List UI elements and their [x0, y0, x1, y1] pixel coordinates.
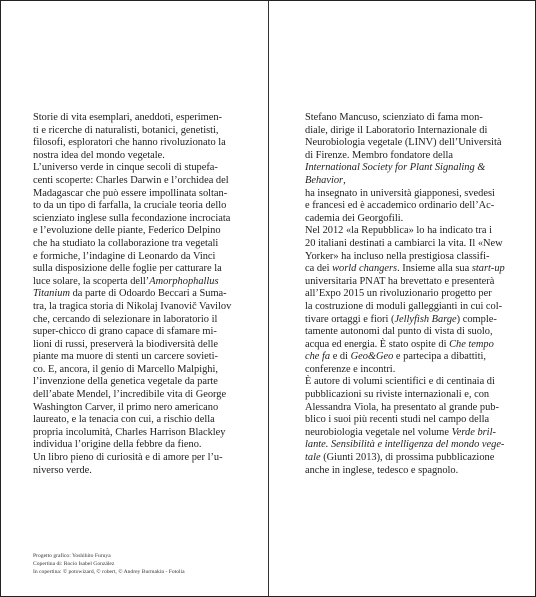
fold-line: [268, 1, 269, 596]
intro-paragraph: Storie di vita esemplari, aneddoti, esperimen- ti e ricerche di naturalisti, botanici, genetisti, filosofi, esploratori che hanno rivoluzionato la nostra idea del mondo vegetale.: [33, 112, 226, 161]
bio-segment: e di: [330, 351, 351, 363]
bio-segment: , ha insegnato in università giapponesi, svedesi e francesi ed è accademico ordinario dell’Ac- cademia dei Georgofili. Nel 2012 «la Repubblica» lo ha indicato tra i 20 italiani destinati a cambiarci la vita. Il «New Yorker» ha incluso nella prestigiosa classifi- ca dei: [305, 174, 503, 275]
credit-design: Progetto grafico: Yoshihito Furuya: [33, 553, 111, 559]
credits: [33, 552, 185, 576]
bio-segment: e partecipa a dibattiti, conferenze e incontri. È autore di volumi scientifici e di centinaia di pubblicazioni su riviste internazionali e, con Alessandra Viola, ha presentato al grande pub- blico i suoi più recenti studi nel campo della neurobiologia vegetale nel volume: [305, 351, 499, 438]
bio-segment: Stefano Mancuso, scienziato di fama mon- diale, dirige il Laboratorio Internazionale di Neurobiologia vegetale (LINV) dell’Università di Firenze. Membro fondatore della: [305, 112, 502, 161]
species-name: Amorphophallus Titanium: [33, 275, 219, 300]
credit-photos: In copertina: © potowizard, © robert, © Andrey Burmakin - Fotolia: [33, 569, 185, 575]
closing-paragraph: Un libro pieno di curiosità e di amore per l’u- niverso verde.: [33, 452, 223, 476]
discoveries-paragraph: [33, 162, 257, 452]
credit-cover: Copertina di: Rocío Isabel González: [33, 561, 115, 567]
discoveries-text-1: L’universo verde in cinque secoli di stupefa- centi scoperte: Charles Darwin e l’orchidea del Madagascar che può essere impollinata soltan- to da un tipo di farfalla, la cruciale teoria dello scienziato inglese sulla fecondazione incrociata e l’evoluzione delle piante, Federico Delpino che ha studiato la collaborazione tra vegetali e formiche, l’indagine di Leonardo da Vinci sulla disposizione delle foglie per catturare la luce solare, la scoperta dell’: [33, 162, 231, 287]
author-biography: [305, 112, 507, 477]
bio-italic-world-changers: world changers: [332, 263, 398, 275]
book-description: [33, 112, 257, 477]
bio-italic-jellyfish-barge: Jellyfish Barge: [394, 313, 457, 325]
bio-italic-start-up: start-up: [471, 263, 505, 275]
discoveries-text-2: da parte di Odoardo Beccari a Suma- tra, la tragica storia di Nikolaj Ivanovič Vavilov che, cercando di selezionare in laboratorio il super-chicco di grano capace di sfamare mi- lioni di russi, preserverà la biodiversità delle piante ma muore di stenti un carcere sovieti- co. E, ancora, il genio di Marcello Malpighi, l’invenzione della genetica vegetale da parte dell’abate Mendel, l’incredibile vita di George Washington Carver, il primo nero americano laureato, e la tenacia con cui, a rischio della propria incolumità, Charles Harrison Blackley individua l’origine della febbre da fieno.: [33, 288, 232, 451]
bio-segment: (Giunti 2013), di prossima pubblicazione anche in inglese, tedesco e spagnolo.: [305, 452, 495, 476]
bio-italic-che-tempo-che-fa: Che tempo che fa: [305, 338, 494, 363]
bio-segment: ) comple- tamente autonomi dal punto di vista di suolo, acqua ed energia. È stato ospite di: [305, 313, 497, 350]
bio-segment: . Insieme alla sua: [397, 263, 472, 275]
biography-text: [305, 112, 507, 477]
bio-italic-geo-geo: Geo&Geo: [350, 351, 394, 363]
bio-italic-society: International Society for Plant Signaling & Behavior: [305, 162, 486, 186]
bio-italic-verde-brillante: Verde bril- lante. Sensibilità e intelligenza del mondo vege- tale: [305, 426, 505, 464]
bio-segment: universitaria PNAT ha brevettato e presenterà all’Expo 2015 un rivoluzionario progetto per la costruzione di moduli galleggianti in cui col- tivare ortaggi e fiori (: [305, 275, 503, 325]
